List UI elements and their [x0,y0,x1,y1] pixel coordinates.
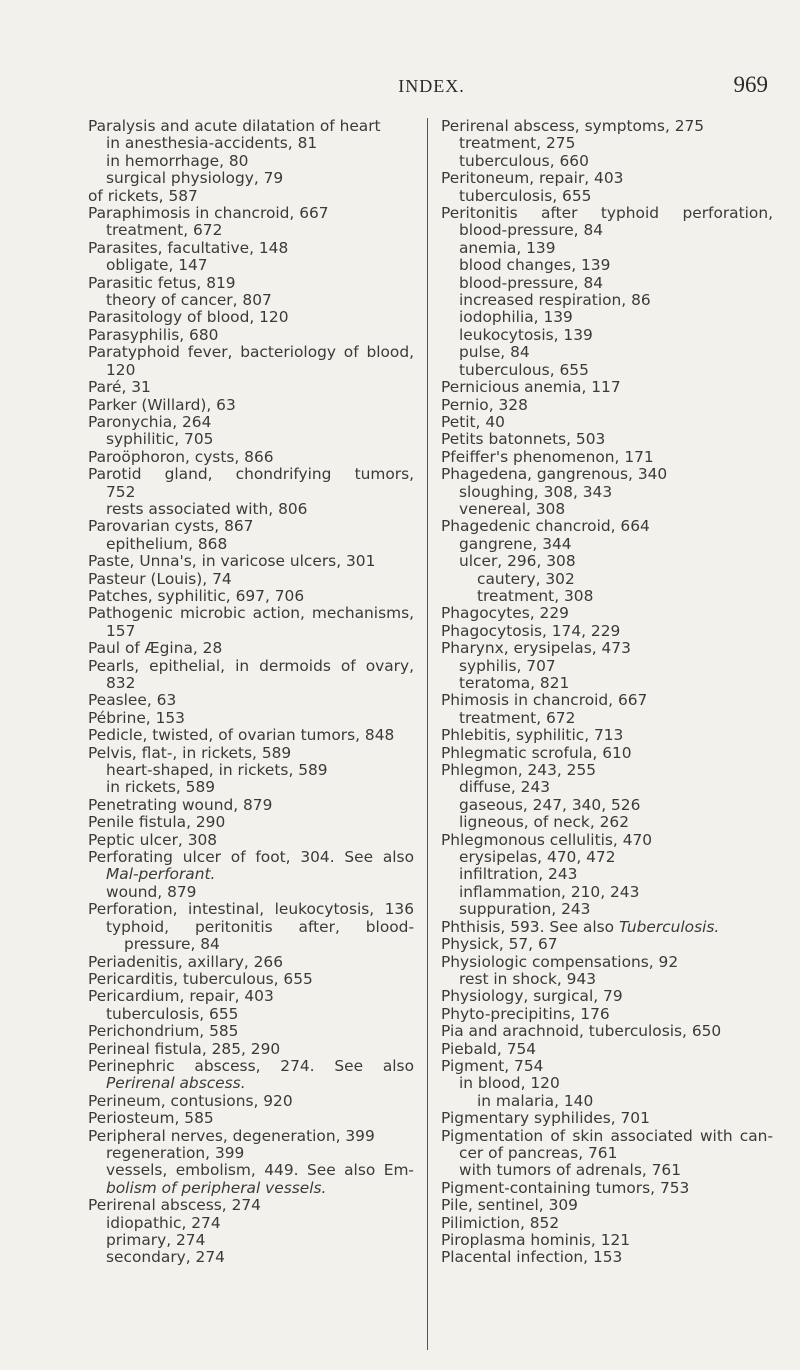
index-entry: Piebald, 754 [441,1039,537,1058]
page-header [95,72,768,106]
index-entry: Phagedenic chancroid, 664 [441,517,650,536]
column-divider [427,118,428,1350]
index-entry: Paul of Ægina, 28 [88,639,223,658]
index-entry: gangrene, 344 [459,534,572,553]
index-entry: teratoma, 821 [459,674,570,692]
index-entry: diffuse, 243 [459,778,551,797]
index-entry: treatment, 672 [459,708,576,727]
index-entry: 832 [106,674,136,692]
index-column-right [441,118,773,1267]
index-entry: in blood, 120 [459,1074,560,1093]
index-entry: Phagocytosis, 174, 229 [441,621,621,640]
index-entry: Pernicious anemia, 117 [441,378,621,397]
index-entry: Phagedena, gangrenous, 340 [441,465,668,484]
index-entry: ulcer, 296, 308 [459,552,576,571]
index-entry: vessels, embolism, 449. See also Em- [106,1161,414,1180]
index-entry: cer of pancreas, 761 [459,1143,618,1162]
index-entry: theory of cancer, 807 [106,291,272,310]
index-entry: Pathogenic microbic action, mechanisms, [88,604,414,623]
index-entry: Parovarian cysts, 867 [88,517,254,536]
index-entry: Perirenal abscess, 274 [88,1196,261,1215]
index-entry: rests associated with, 806 [106,499,308,518]
index-entry: Phimosis in chancroid, 667 [441,691,648,710]
index-entry: blood changes, 139 [459,256,611,275]
index-entry: tuberculosis, 655 [459,186,592,205]
index-entry: obligate, 147 [106,256,208,275]
index-entry: Parker (Willard), 63 [88,395,236,414]
index-entry: Pelvis, flat-, in rickets, 589 [88,743,292,762]
index-entry: pressure, 84 [124,935,220,954]
index-entry: Placental infection, 153 [441,1248,623,1267]
index-entry: cautery, 302 [477,569,575,588]
index-entry: tuberculous, 655 [459,360,589,379]
index-entry: treatment, 308 [477,586,594,605]
index-entry: Petits batonnets, 503 [441,430,606,449]
index-entry: wound, 879 [106,882,197,901]
index-entry: of rickets, 587 [88,186,198,205]
index-entry: tuberculosis, 655 [106,1004,239,1023]
index-entry: syphilis, 707 [459,656,556,675]
index-entry: Physiology, surgical, 79 [441,987,623,1006]
index-entry: Pedicle, twisted, of ovarian tumors, 848 [88,726,395,745]
index-entry: Parasitic fetus, 819 [88,273,236,292]
index-entry: Periadenitis, axillary, 266 [88,952,284,971]
index-entry: Periosteum, 585 [88,1109,214,1128]
index-entry: Penile fistula, 290 [88,813,226,832]
index-entry: Peritonitis after typhoid perforation, [441,204,773,223]
index-entry: Phthisis, 593. See also Tuberculosis. [441,917,720,936]
index-entry: Peaslee, 63 [88,691,177,710]
index-entry: Perinephric abscess, 274. See also [88,1056,414,1075]
index-entry: Pfeiffer's phenomenon, 171 [441,447,654,466]
index-entry: erysipelas, 470, 472 [459,848,616,867]
index-entry: pulse, 84 [459,343,530,362]
index-entry: inflammation, 210, 243 [459,882,640,901]
index-entry: Pébrine, 153 [88,708,185,727]
index-entry: Perineal fistula, 285, 290 [88,1039,281,1058]
index-entry: typhoid, peritonitis after, blood- [106,917,414,936]
index-entry: Parasites, facultative, 148 [88,238,289,257]
index-entry: Phlegmatic scrofula, 610 [441,743,632,762]
index-column-left [88,118,414,1267]
index-entry: Paré, 31 [88,378,151,397]
index-entry: rest in shock, 943 [459,969,597,988]
index-entry: infiltration, 243 [459,865,578,884]
page-number: 969 [733,72,768,97]
index-entry: Paralysis and acute dilatation of heart [88,117,381,135]
index-entry: Pilimiction, 852 [441,1213,560,1232]
index-entry: venereal, 308 [459,499,566,518]
index-entry: Perineum, contusions, 920 [88,1091,293,1110]
index-entry: Peritoneum, repair, 403 [441,169,624,188]
index-entry: in anesthesia-accidents, 81 [106,134,318,153]
index-entry: 752 [106,482,136,501]
index-entry: Pericarditis, tuberculous, 655 [88,969,313,988]
index-entry: Phlegmon, 243, 255 [441,761,597,780]
index-entry: blood-pressure, 84 [459,273,604,292]
index-entry: 157 [106,621,136,640]
index-entry: Phagocytes, 229 [441,604,569,623]
index-entry: Peripheral nerves, degeneration, 399 [88,1126,375,1145]
index-entry: treatment, 275 [459,134,576,153]
index-entry: 120 [106,360,136,379]
index-entry: Pericardium, repair, 403 [88,987,274,1006]
index-entry: suppuration, 243 [459,900,591,919]
index-entry: anemia, 139 [459,238,556,257]
index-entry: treatment, 672 [106,221,223,240]
index-entry: Paroöphoron, cysts, 866 [88,447,274,466]
index-entry: Penetrating wound, 879 [88,795,273,814]
index-entry: Parasitology of blood, 120 [88,308,289,327]
index-entry: Paraphimosis in chancroid, 667 [88,204,329,223]
index-entry: Pile, sentinel, 309 [441,1196,578,1215]
index-entry: tuberculous, 660 [459,151,589,170]
index-entry: Pigmentary syphilides, 701 [441,1109,650,1128]
index-entry: with tumors of adrenals, 761 [459,1161,682,1180]
index-entry: in hemorrhage, 80 [106,151,249,170]
index-entry: Physiologic compensations, 92 [441,952,679,971]
index-entry: iodophilia, 139 [459,308,573,327]
index-entry: primary, 274 [106,1231,206,1249]
index-entry: syphilitic, 705 [106,430,214,449]
index-entry: Phyto-precipitins, 176 [441,1004,610,1023]
index-entry: sloughing, 308, 343 [459,482,613,501]
index-entry: Patches, syphilitic, 697, 706 [88,586,305,605]
index-entry: regeneration, 399 [106,1143,245,1162]
index-entry: heart-shaped, in rickets, 589 [106,761,328,780]
index-entry: Pasteur (Louis), 74 [88,569,232,588]
index-entry: blood-pressure, 84 [459,221,604,240]
index-entry: increased respiration, 86 [459,291,651,310]
index-entry: Pigment, 754 [441,1056,544,1075]
index-entry: Peptic ulcer, 308 [88,830,218,849]
index-entry: Physick, 57, 67 [441,935,558,954]
index-entry: Perforating ulcer of foot, 304. See also [88,848,414,867]
running-title: INDEX. [398,76,465,96]
index-entry: Pernio, 328 [441,395,528,414]
index-entry: surgical physiology, 79 [106,169,284,188]
index-entry: Perichondrium, 585 [88,1022,239,1041]
index-entry: in malaria, 140 [477,1091,594,1110]
index-entry: Pigmentation of skin associated with can- [441,1126,773,1145]
index-entry: ligneous, of neck, 262 [459,813,630,832]
index-entry: gaseous, 247, 340, 526 [459,795,641,814]
index-entry: Phlebitis, syphilitic, 713 [441,726,624,745]
index-entry: in rickets, 589 [106,778,216,797]
index-entry: leukocytosis, 139 [459,325,593,344]
index-entry: Perforation, intestinal, leukocytosis, 136 [88,900,414,919]
index-entry: bolism of peripheral vessels. [106,1178,327,1197]
see-also-reference: Tuberculosis. [619,917,720,936]
index-entry: Piroplasma hominis, 121 [441,1231,631,1249]
index-entry: Perirenal abscess. [106,1074,246,1093]
index-entry: Parotid gland, chondrifying tumors, [88,465,414,484]
index-entry: secondary, 274 [106,1248,225,1267]
index-entry: Perirenal abscess, symptoms, 275 [441,117,705,135]
index-entry: Paronychia, 264 [88,412,212,431]
index-entry: Pearls, epithelial, in dermoids of ovary, [88,656,414,675]
index-entry: Phlegmonous cellulitis, 470 [441,830,653,849]
index-entry: Pigment-containing tumors, 753 [441,1178,690,1197]
index-entry: Parasyphilis, 680 [88,325,219,344]
index-entry: Paste, Unna's, in varicose ulcers, 301 [88,552,376,571]
index-entry: Mal-perforant. [106,865,216,884]
index-entry: epithelium, 868 [106,534,228,553]
index-entry: Paratyphoid fever, bacteriology of blood, [88,343,414,362]
index-entry: Petit, 40 [441,412,505,431]
index-entry: Pia and arachnoid, tuberculosis, 650 [441,1022,722,1041]
index-entry: Pharynx, erysipelas, 473 [441,639,631,658]
index-entry: idiopathic, 274 [106,1213,221,1232]
